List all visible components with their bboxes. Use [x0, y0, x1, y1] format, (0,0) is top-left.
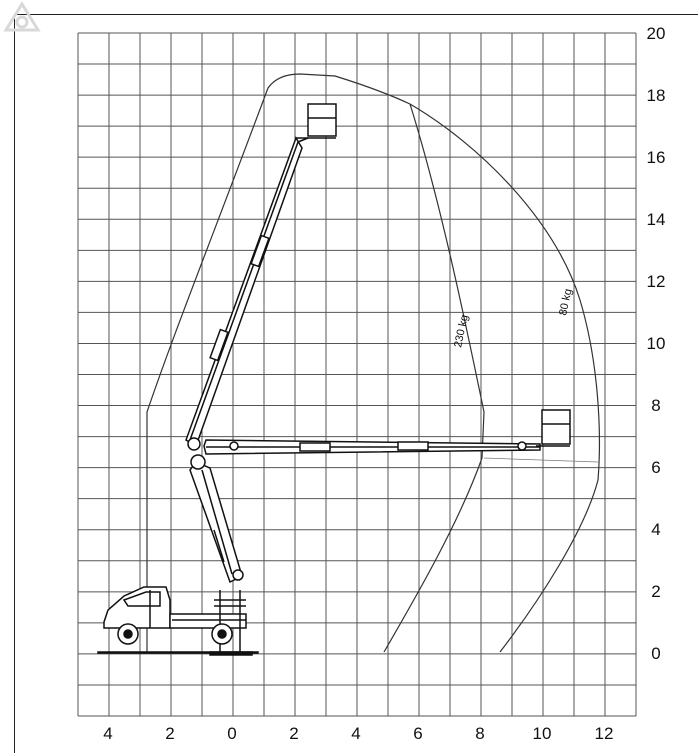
x-tick-label: 2: [165, 724, 175, 743]
basket-far: [536, 410, 570, 446]
y-tick-label: 0: [651, 644, 661, 663]
x-tick-label: 12: [594, 724, 614, 743]
y-tick-label: 12: [646, 272, 666, 291]
corner-logo-icon: [0, 0, 44, 36]
load-label-230kg: 230 kg: [452, 313, 471, 349]
y-tick-label: 18: [646, 86, 666, 105]
y-axis-labels: [647, 24, 666, 663]
y-tick-label: 2: [651, 582, 661, 601]
x-tick-label: 4: [351, 724, 361, 743]
reach-line: [484, 458, 598, 462]
boundary-230kg: [384, 104, 484, 652]
x-tick-label: 2: [289, 724, 299, 743]
y-tick-label: 10: [646, 334, 666, 353]
x-tick-label: 0: [227, 724, 237, 743]
load-label-80kg: 80 kg: [557, 287, 575, 317]
x-tick-label: 4: [103, 724, 113, 743]
upper-boom-horizontal: [204, 440, 540, 454]
x-tick-label: 6: [413, 724, 423, 743]
upper-boom-raised: [186, 138, 302, 450]
y-tick-label: 4: [651, 520, 661, 539]
truck: [98, 587, 258, 655]
x-axis-labels: [103, 724, 613, 743]
y-tick-label: 20: [646, 24, 666, 43]
x-tick-label: 8: [475, 724, 485, 743]
y-tick-label: 8: [651, 396, 661, 415]
y-tick-label: 14: [646, 210, 666, 229]
y-tick-label: 6: [651, 458, 661, 477]
x-tick-label: 10: [532, 724, 552, 743]
lower-boom: [190, 455, 243, 582]
basket-high: [296, 104, 336, 142]
y-tick-label: 16: [646, 148, 666, 167]
